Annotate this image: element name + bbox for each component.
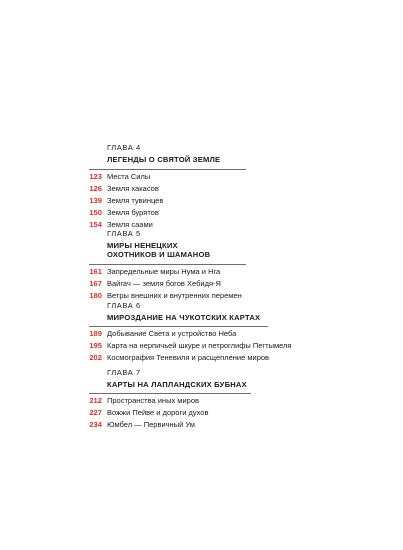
entry-title: Запредельные миры Нума и Нга bbox=[107, 267, 221, 276]
toc-entry[interactable] bbox=[0, 420, 403, 430]
chapter-label: ГЛАВА 5 bbox=[107, 229, 141, 238]
entry-title: Вожжи Пейве и дороги духов bbox=[107, 408, 209, 417]
page-number: 202 bbox=[89, 353, 102, 362]
page-number: 154 bbox=[89, 220, 102, 229]
page-number: 167 bbox=[89, 279, 102, 288]
entry-title: Земля тувинцев bbox=[107, 196, 164, 205]
toc-entry[interactable] bbox=[0, 408, 403, 418]
chapter-title-line-2: ОХОТНИКОВ И ШАМАНОВ bbox=[107, 250, 211, 259]
page-number: 139 bbox=[89, 196, 102, 205]
chapter-title: ЛЕГЕНДЫ О СВЯТОЙ ЗЕМЛЕ bbox=[107, 155, 221, 164]
chapter-divider bbox=[89, 393, 251, 394]
toc-entry[interactable] bbox=[0, 329, 403, 339]
toc-entry[interactable] bbox=[0, 353, 403, 363]
entry-title: Ветры внешних и внутренних перемен bbox=[107, 291, 242, 300]
toc-entry[interactable] bbox=[0, 267, 403, 277]
page-number: 227 bbox=[89, 408, 102, 417]
toc-entry[interactable] bbox=[0, 341, 403, 351]
chapter-divider bbox=[89, 169, 246, 170]
entry-title: Юмбел — Первичный Ум bbox=[107, 420, 195, 429]
toc-entry[interactable] bbox=[0, 184, 403, 194]
entry-title: Пространства иных миров bbox=[107, 396, 199, 405]
page-number: 161 bbox=[89, 267, 102, 276]
chapter-title: МИРЫ НЕНЕЦКИХ bbox=[107, 241, 178, 250]
page-number: 195 bbox=[89, 341, 102, 350]
page-number: 234 bbox=[89, 420, 102, 429]
toc-entry[interactable] bbox=[0, 196, 403, 206]
page-number: 212 bbox=[89, 396, 102, 405]
entry-title: Земля саами bbox=[107, 220, 153, 229]
toc-entry[interactable] bbox=[0, 279, 403, 289]
page-number: 123 bbox=[89, 172, 102, 181]
entry-title: Карта на нерпичьей шкуре и петроглифы Пегтымеля bbox=[107, 341, 292, 350]
chapter-divider bbox=[89, 264, 246, 265]
chapter-title: МИРОЗДАНИЕ НА ЧУКОТСКИХ КАРТАХ bbox=[107, 313, 261, 322]
toc-entry[interactable] bbox=[0, 172, 403, 182]
entry-title: Вайгач — земля богов Хебидя-Я bbox=[107, 279, 221, 288]
page-number: 189 bbox=[89, 329, 102, 338]
toc-entry[interactable] bbox=[0, 220, 403, 230]
chapter-divider bbox=[89, 326, 268, 327]
chapter-label: ГЛАВА 6 bbox=[107, 301, 141, 310]
chapter-label: ГЛАВА 4 bbox=[107, 143, 141, 152]
entry-title: Добывание Света и устройство Неба bbox=[107, 329, 237, 338]
entry-title: Космография Теневиля и расщепление миров bbox=[107, 353, 270, 362]
page-number: 180 bbox=[89, 291, 102, 300]
entry-title: Земля бурятов bbox=[107, 208, 159, 217]
toc-entry[interactable] bbox=[0, 208, 403, 218]
toc-entry[interactable] bbox=[0, 291, 403, 301]
entry-title: Земля хакасов bbox=[107, 184, 159, 193]
toc-entry[interactable] bbox=[0, 396, 403, 406]
page-number: 126 bbox=[89, 184, 102, 193]
chapter-title: КАРТЫ НА ЛАПЛАНДСКИХ БУБНАХ bbox=[107, 380, 247, 389]
entry-title: Места Силы bbox=[107, 172, 151, 181]
page-number: 150 bbox=[89, 208, 102, 217]
chapter-label: ГЛАВА 7 bbox=[107, 368, 141, 377]
